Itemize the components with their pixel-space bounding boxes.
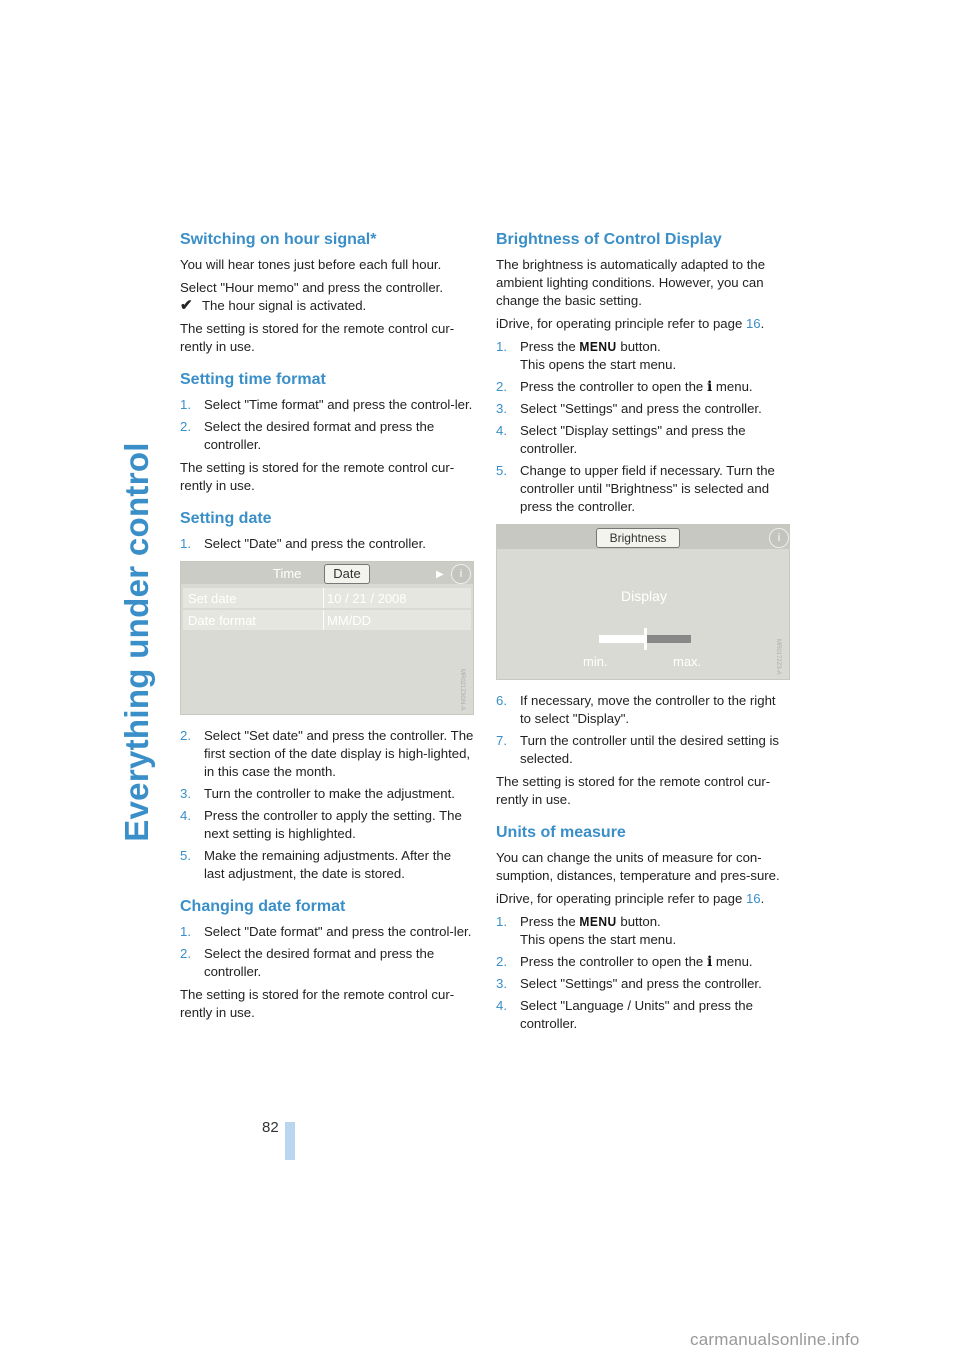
info-icon: i: [451, 564, 471, 584]
info-icon: i: [706, 379, 713, 395]
menu-button-icon: MENU: [579, 339, 617, 355]
paragraph: iDrive, for operating principle refer to page 16.: [496, 316, 765, 331]
paragraph: The setting is stored for the remote control cur-rently in use.: [180, 987, 455, 1020]
brightness-slider-thumb: [644, 628, 647, 650]
steps-list: [496, 692, 790, 768]
chapter-title-text: Everything under control: [118, 442, 155, 842]
heading-setting-date: Setting date: [180, 510, 272, 527]
brightness-slider-fill: [599, 635, 645, 643]
date-screen-image: [180, 561, 474, 715]
tab-time: Time: [273, 566, 302, 581]
left-column: [180, 230, 474, 1036]
right-column: [496, 230, 790, 1047]
list-item: 6. If necessary, move the controller to the right to select "Display".: [496, 693, 776, 726]
chapter-sidebar-title: [112, 232, 160, 1052]
section-brightness: [496, 230, 790, 809]
display-label: Display: [621, 588, 667, 604]
list-item: 5. Make the remaining adjustments. After the last adjustment, the date is stored.: [180, 848, 452, 881]
paragraph: The setting is stored for the remote control cur-rently in use.: [180, 321, 455, 354]
screen-row-date-format: Date format MM/DD: [183, 610, 471, 630]
image-code: MR0172Z3-A: [775, 639, 781, 675]
steps-list: [180, 727, 474, 883]
tab-brightness: Brightness: [596, 528, 680, 548]
section-time-format: [180, 370, 474, 495]
list-item: 4. Select "Display settings" and press the controller.: [496, 423, 746, 456]
paragraph: The brightness is automatically adapted to the ambient lighting conditions. However, you can change the basic setting.: [496, 257, 766, 308]
brightness-screen-image: [496, 524, 790, 680]
screen-row-set-date: Set date 10 / 21 / 2008: [183, 588, 471, 608]
page-link[interactable]: 16: [745, 316, 761, 331]
list-item: 3. Turn the controller to make the adjustment.: [180, 786, 455, 801]
section-date-format: [180, 897, 474, 1022]
steps-list: [496, 338, 790, 516]
heading-time-format: Setting time format: [180, 371, 326, 388]
paragraph: Select "Hour memo" and press the controller. ✔ The hour signal is activated.: [180, 280, 443, 314]
steps-list: [496, 913, 790, 1033]
list-item: 4. Select "Language / Units" and press the controller.: [496, 998, 753, 1031]
heading-units: Units of measure: [496, 824, 626, 841]
section-units: [496, 823, 790, 1033]
page-link[interactable]: 16: [745, 891, 761, 906]
section-setting-date: [180, 509, 474, 883]
list-item: 4. Press the controller to apply the setting. The next setting is highlighted.: [180, 808, 462, 841]
page-number-bar: [285, 1122, 295, 1160]
list-item: 1. Select "Time format" and press the control-ler.: [180, 397, 473, 412]
heading-date-format: Changing date format: [180, 898, 346, 915]
list-item: 2. Select the desired format and press the controller.: [180, 419, 435, 452]
arrow-right-icon: ▶: [436, 569, 444, 580]
list-item: 1. Press the MENU button. This opens the start menu.: [496, 339, 677, 372]
paragraph: The setting is stored for the remote control cur-rently in use.: [180, 460, 455, 493]
list-item: 1. Press the MENU button. This opens the start menu.: [496, 914, 677, 947]
list-item: 5. Change to upper field if necessary. Turn the controller until "Brightness" is selected and press the controller.: [496, 463, 775, 514]
page-number: 82: [262, 1119, 279, 1136]
list-item: 7. Turn the controller until the desired setting is selected.: [496, 733, 779, 766]
paragraph: iDrive, for operating principle refer to page 16.: [496, 891, 765, 906]
heading-hour-signal: Switching on hour signal*: [180, 231, 377, 248]
watermark: carmanualsonline.info: [690, 1330, 860, 1349]
paragraph: You will hear tones just before each full hour.: [180, 257, 442, 272]
steps-list: [180, 923, 474, 981]
steps-list: [180, 535, 474, 553]
list-item: 2. Press the controller to open the i menu.: [496, 379, 753, 395]
info-icon: i: [769, 528, 789, 548]
list-item: 2. Select "Set date" and press the controller. The first section of the date display is high-lighted, in this case the month.: [180, 728, 474, 779]
steps-list: [180, 396, 474, 454]
list-item: 1. Select "Date" and press the controller.: [180, 536, 426, 551]
section-hour-signal: [180, 230, 474, 356]
list-item: 2. Press the controller to open the i menu.: [496, 954, 753, 970]
slider-max-label: max.: [673, 654, 702, 669]
tab-date: Date: [324, 564, 370, 584]
heading-brightness: Brightness of Control Display: [496, 231, 722, 248]
list-item: 2. Select the desired format and press the controller.: [180, 946, 435, 979]
screen-tab-bar: [181, 562, 473, 584]
image-code: MR021Z3GN-A: [459, 668, 465, 710]
paragraph: You can change the units of measure for con-sumption, distances, temperature and pres-sure.: [496, 850, 780, 883]
paragraph: The setting is stored for the remote control cur-rently in use.: [496, 774, 771, 807]
list-item: 3. Select "Settings" and press the controller.: [496, 976, 762, 991]
info-icon: i: [706, 954, 713, 970]
list-item: 3. Select "Settings" and press the controller.: [496, 401, 762, 416]
slider-min-label: min.: [583, 654, 608, 669]
screen-tab-bar: [497, 525, 789, 549]
checkmark-icon: ✔: [180, 297, 193, 314]
list-item: 1. Select "Date format" and press the control-ler.: [180, 924, 472, 939]
menu-button-icon: MENU: [579, 914, 617, 930]
